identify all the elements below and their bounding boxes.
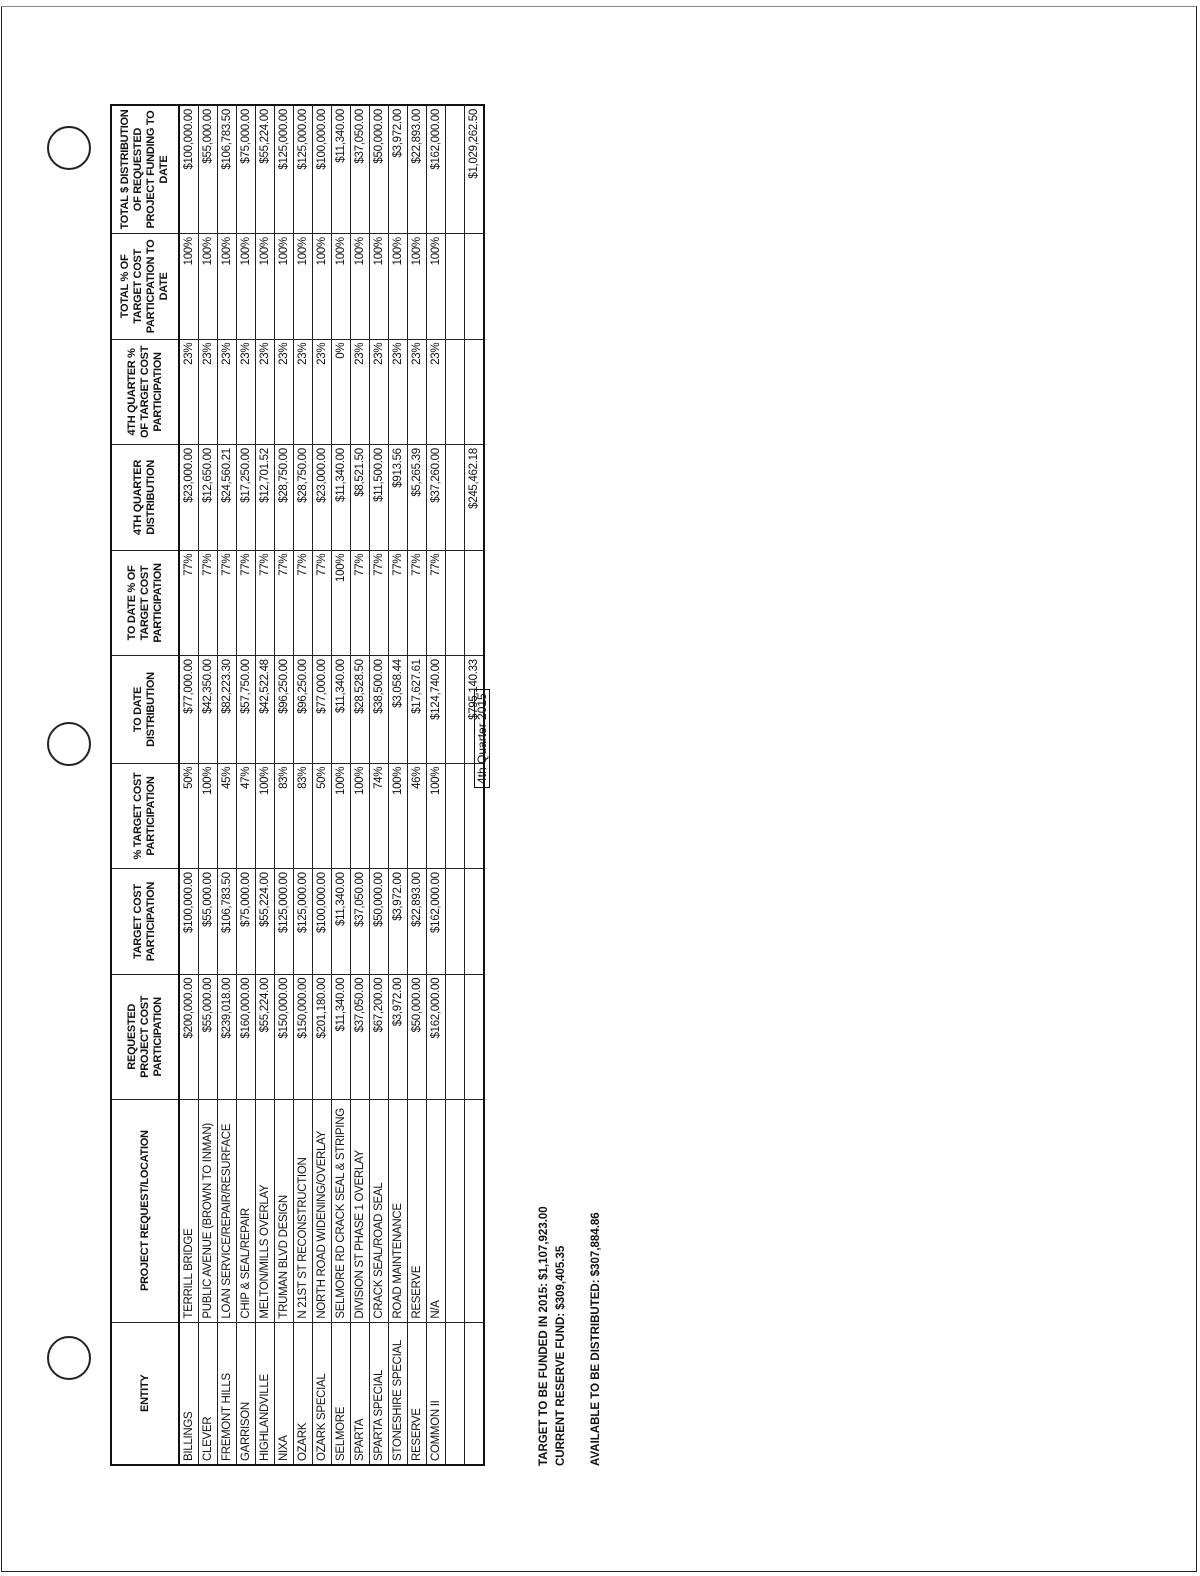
cell-entity: SELMORE bbox=[332, 1322, 351, 1465]
cell-pct-target: 100% bbox=[256, 763, 275, 869]
table-row bbox=[427, 105, 446, 1465]
cell-project: PUBLIC AVENUE (BROWN TO INMAN) bbox=[199, 1099, 218, 1322]
cell-total-dist: $55,224.00 bbox=[256, 105, 275, 234]
cell-pct-target: 50% bbox=[179, 763, 199, 869]
cell-to-date-pct: 77% bbox=[179, 550, 199, 656]
cell-target: $75,000.00 bbox=[237, 869, 256, 975]
cell-project: CHIP & SEAL/REPAIR bbox=[237, 1099, 256, 1322]
cell-project: MELTON/MILLS OVERLAY bbox=[256, 1099, 275, 1322]
cell-total-dist: $50,000.00 bbox=[370, 105, 389, 234]
cell-entity: CLEVER bbox=[199, 1322, 218, 1465]
header-to-date-pct: TO DATE % OF TARGET COST PARTICIPATION bbox=[111, 550, 179, 656]
cell-entity: SPARTA SPECIAL bbox=[370, 1322, 389, 1465]
cell-to-date: $38,500.00 bbox=[370, 656, 389, 764]
cell-entity: NIXA bbox=[275, 1322, 294, 1465]
header-q4-pct: 4TH QUARTER % OF TARGET COST PARTICIPATION bbox=[111, 339, 179, 445]
cell-to-date: $124,740.00 bbox=[427, 656, 446, 764]
cell-total-dist: $22,893.00 bbox=[408, 105, 427, 234]
cell-project: SELMORE RD CRACK SEAL & STRIPING bbox=[332, 1099, 351, 1322]
cell-q4: $11,340.00 bbox=[332, 445, 351, 551]
cell-to-date: $28,528.50 bbox=[351, 656, 370, 764]
cell-pct-target: 50% bbox=[313, 763, 332, 869]
cell-q4: $8,521.50 bbox=[351, 445, 370, 551]
cell-pct-target: 46% bbox=[408, 763, 427, 869]
cell-q4: $913.56 bbox=[389, 445, 408, 551]
cell-pct-target: 83% bbox=[294, 763, 313, 869]
cell-project: NORTH ROAD WIDENING/OVERLAY bbox=[313, 1099, 332, 1322]
header-total-pct: TOTAL % OF TARGET COST PARTICPATION TO DATE bbox=[111, 234, 179, 340]
cell-pct-target: 100% bbox=[389, 763, 408, 869]
table-row bbox=[294, 105, 313, 1465]
cell-pct-target: 45% bbox=[218, 763, 237, 869]
cell-q4: $23,000.00 bbox=[179, 445, 199, 551]
cell-to-date-pct: 77% bbox=[389, 550, 408, 656]
total-to-date: $795,140.33 bbox=[465, 656, 485, 764]
cell-project: CRACK SEAL/ROAD SEAL bbox=[370, 1099, 389, 1322]
cell-to-date-pct: 77% bbox=[237, 550, 256, 656]
cell-total-dist: $100,000.00 bbox=[313, 105, 332, 234]
cell-total-dist: $75,000.00 bbox=[237, 105, 256, 234]
distribution-table bbox=[110, 104, 485, 1466]
cell-requested: $67,200.00 bbox=[370, 974, 389, 1099]
cell-target: $37,050.00 bbox=[351, 869, 370, 975]
binder-hole-bottom bbox=[47, 1336, 91, 1380]
cell-to-date-pct: 77% bbox=[256, 550, 275, 656]
target-funded-text: TARGET TO BE FUNDED IN 2015: $1,107,923.00 bbox=[538, 1206, 550, 1466]
cell-pct-target: 100% bbox=[427, 763, 446, 869]
header-target: TARGET COST PARTICIPATION bbox=[111, 869, 179, 975]
cell-q4-pct: 23% bbox=[199, 339, 218, 445]
cell-q4: $28,750.00 bbox=[275, 445, 294, 551]
cell-requested: $55,000.00 bbox=[199, 974, 218, 1099]
cell-to-date: $77,000.00 bbox=[313, 656, 332, 764]
cell-total-pct: 100% bbox=[275, 234, 294, 340]
table-row bbox=[179, 105, 199, 1465]
cell-project: LOAN SERVICE/REPAIR/RESURFACE bbox=[218, 1099, 237, 1322]
cell-project: N/A bbox=[427, 1099, 446, 1322]
header-row bbox=[111, 105, 179, 1465]
table-row bbox=[275, 105, 294, 1465]
cell-project: RESERVE bbox=[408, 1099, 427, 1322]
table-row bbox=[332, 105, 351, 1465]
table-body bbox=[179, 105, 484, 1465]
cell-total-pct: 100% bbox=[199, 234, 218, 340]
cell-entity: HIGHLANDVILLE bbox=[256, 1322, 275, 1465]
cell-to-date-pct: 77% bbox=[275, 550, 294, 656]
header-total-dist: TOTAL $ DISTRIBUTION OF REQUESTED PROJECT FUNDING TO DATE bbox=[111, 105, 179, 234]
reserve-fund-text: CURRENT RESERVE FUND: $309,405.35 bbox=[555, 1245, 567, 1466]
cell-target: $55,224.00 bbox=[256, 869, 275, 975]
cell-q4-pct: 23% bbox=[275, 339, 294, 445]
cell-q4: $28,750.00 bbox=[294, 445, 313, 551]
cell-to-date: $42,522.48 bbox=[256, 656, 275, 764]
cell-total-pct: 100% bbox=[351, 234, 370, 340]
cell-to-date: $42,350.00 bbox=[199, 656, 218, 764]
table-row bbox=[408, 105, 427, 1465]
cell-target: $11,340.00 bbox=[332, 869, 351, 975]
cell-entity: SPARTA bbox=[351, 1322, 370, 1465]
cell-q4-pct: 23% bbox=[370, 339, 389, 445]
cell-q4: $24,560.21 bbox=[218, 445, 237, 551]
table-row bbox=[370, 105, 389, 1465]
cell-target: $50,000.00 bbox=[370, 869, 389, 975]
cell-to-date-pct: 77% bbox=[370, 550, 389, 656]
cell-total-pct: 100% bbox=[256, 234, 275, 340]
header-entity: ENTITY bbox=[111, 1322, 179, 1465]
cell-total-pct: 100% bbox=[313, 234, 332, 340]
cell-requested: $150,000.00 bbox=[275, 974, 294, 1099]
available-text: AVAILABLE TO BE DISTRIBUTED: $307,884.86 bbox=[590, 1212, 602, 1466]
cell-entity: COMMON II bbox=[427, 1322, 446, 1465]
cell-target: $125,000.00 bbox=[294, 869, 313, 975]
cell-q4: $11,500.00 bbox=[370, 445, 389, 551]
cell-requested: $37,050.00 bbox=[351, 974, 370, 1099]
cell-to-date: $96,250.00 bbox=[294, 656, 313, 764]
cell-requested: $150,000.00 bbox=[294, 974, 313, 1099]
cell-total-pct: 100% bbox=[332, 234, 351, 340]
cell-requested: $3,972.00 bbox=[389, 974, 408, 1099]
cell-to-date-pct: 77% bbox=[218, 550, 237, 656]
cell-to-date-pct: 77% bbox=[427, 550, 446, 656]
cell-requested: $162,000.00 bbox=[427, 974, 446, 1099]
cell-total-dist: $125,000.00 bbox=[275, 105, 294, 234]
cell-q4-pct: 23% bbox=[313, 339, 332, 445]
cell-q4: $12,701.52 bbox=[256, 445, 275, 551]
cell-project: TERRILL BRIDGE bbox=[179, 1099, 199, 1322]
cell-project: TRUMAN BLVD DESIGN bbox=[275, 1099, 294, 1322]
table-row bbox=[237, 105, 256, 1465]
cell-to-date: $3,058.44 bbox=[389, 656, 408, 764]
cell-target: $106,783.50 bbox=[218, 869, 237, 975]
cell-total-pct: 100% bbox=[427, 234, 446, 340]
quarter-label: 4th Quarter 2015 bbox=[474, 689, 490, 788]
cell-q4-pct: 0% bbox=[332, 339, 351, 445]
cell-q4: $37,260.00 bbox=[427, 445, 446, 551]
cell-to-date: $17,627.61 bbox=[408, 656, 427, 764]
cell-requested: $201,180.00 bbox=[313, 974, 332, 1099]
cell-total-pct: 100% bbox=[294, 234, 313, 340]
total-total-dist: $1,029,262.50 bbox=[465, 105, 485, 234]
cell-q4-pct: 23% bbox=[408, 339, 427, 445]
summary-block bbox=[536, 1206, 605, 1466]
cell-total-dist: $106,783.50 bbox=[218, 105, 237, 234]
cell-q4: $5,265.39 bbox=[408, 445, 427, 551]
cell-pct-target: 100% bbox=[332, 763, 351, 869]
cell-to-date: $82,223.30 bbox=[218, 656, 237, 764]
cell-requested: $50,000.00 bbox=[408, 974, 427, 1099]
blank-row bbox=[446, 105, 465, 1465]
cell-total-pct: 100% bbox=[389, 234, 408, 340]
cell-q4-pct: 23% bbox=[389, 339, 408, 445]
cell-to-date: $96,250.00 bbox=[275, 656, 294, 764]
cell-to-date-pct: 77% bbox=[351, 550, 370, 656]
table-row bbox=[218, 105, 237, 1465]
cell-to-date: $57,750.00 bbox=[237, 656, 256, 764]
cell-entity: STONESHIRE SPECIAL bbox=[389, 1322, 408, 1465]
cell-entity: BILLINGS bbox=[179, 1322, 199, 1465]
rotated-sheet bbox=[110, 0, 670, 1466]
binder-hole-top bbox=[47, 126, 91, 170]
cell-requested: $200,000.00 bbox=[179, 974, 199, 1099]
cell-entity: OZARK bbox=[294, 1322, 313, 1465]
cell-target: $3,972.00 bbox=[389, 869, 408, 975]
cell-project: DIVISION ST PHASE 1 OVERLAY bbox=[351, 1099, 370, 1322]
table-row bbox=[199, 105, 218, 1465]
cell-to-date: $11,340.00 bbox=[332, 656, 351, 764]
cell-entity: RESERVE bbox=[408, 1322, 427, 1465]
cell-q4-pct: 23% bbox=[237, 339, 256, 445]
table-row bbox=[351, 105, 370, 1465]
header-q4: 4TH QUARTER DISTRIBUTION bbox=[111, 445, 179, 551]
cell-to-date-pct: 100% bbox=[332, 550, 351, 656]
cell-project: ROAD MAINTENANCE bbox=[389, 1099, 408, 1322]
cell-total-pct: 100% bbox=[237, 234, 256, 340]
cell-project: N 21ST ST RECONSTRUCTION bbox=[294, 1099, 313, 1322]
table-row bbox=[256, 105, 275, 1465]
cell-target: $22,893.00 bbox=[408, 869, 427, 975]
cell-total-dist: $100,000.00 bbox=[179, 105, 199, 234]
cell-pct-target: 100% bbox=[351, 763, 370, 869]
total-q4: $245,462.18 bbox=[465, 445, 485, 551]
cell-entity: FREMONT HILLS bbox=[218, 1322, 237, 1465]
cell-total-dist: $162,000.00 bbox=[427, 105, 446, 234]
cell-requested: $55,224.00 bbox=[256, 974, 275, 1099]
header-pct-target: % TARGET COST PARTICIPATION bbox=[111, 763, 179, 869]
header-to-date: TO DATE DISTRIBUTION bbox=[111, 656, 179, 764]
cell-q4-pct: 23% bbox=[256, 339, 275, 445]
cell-total-pct: 100% bbox=[370, 234, 389, 340]
binder-hole-middle bbox=[47, 722, 91, 766]
cell-pct-target: 83% bbox=[275, 763, 294, 869]
cell-to-date: $77,000.00 bbox=[179, 656, 199, 764]
table-row bbox=[313, 105, 332, 1465]
header-project: PROJECT REQUEST/LOCATION bbox=[111, 1099, 179, 1322]
cell-q4-pct: 23% bbox=[218, 339, 237, 445]
cell-q4-pct: 23% bbox=[179, 339, 199, 445]
header-requested: REQUESTED PROJECT COST PARTICIPATION bbox=[111, 974, 179, 1099]
cell-total-dist: $37,050.00 bbox=[351, 105, 370, 234]
cell-q4: $23,000.00 bbox=[313, 445, 332, 551]
cell-total-dist: $125,000.00 bbox=[294, 105, 313, 234]
cell-target: $100,000.00 bbox=[313, 869, 332, 975]
cell-requested: $11,340.00 bbox=[332, 974, 351, 1099]
cell-requested: $239,018.00 bbox=[218, 974, 237, 1099]
cell-target: $162,000.00 bbox=[427, 869, 446, 975]
cell-q4: $17,250.00 bbox=[237, 445, 256, 551]
cell-requested: $160,000.00 bbox=[237, 974, 256, 1099]
table-row bbox=[389, 105, 408, 1465]
cell-q4-pct: 23% bbox=[427, 339, 446, 445]
cell-pct-target: 74% bbox=[370, 763, 389, 869]
cell-total-dist: $55,000.00 bbox=[199, 105, 218, 234]
cell-to-date-pct: 77% bbox=[199, 550, 218, 656]
cell-pct-target: 100% bbox=[199, 763, 218, 869]
cell-q4-pct: 23% bbox=[294, 339, 313, 445]
cell-q4: $12,650.00 bbox=[199, 445, 218, 551]
cell-total-dist: $11,340.00 bbox=[332, 105, 351, 234]
cell-target: $125,000.00 bbox=[275, 869, 294, 975]
cell-total-pct: 100% bbox=[218, 234, 237, 340]
cell-total-pct: 100% bbox=[179, 234, 199, 340]
cell-to-date-pct: 77% bbox=[294, 550, 313, 656]
cell-to-date-pct: 77% bbox=[313, 550, 332, 656]
cell-entity: OZARK SPECIAL bbox=[313, 1322, 332, 1465]
cell-total-pct: 100% bbox=[408, 234, 427, 340]
cell-target: $100,000.00 bbox=[179, 869, 199, 975]
cell-entity: GARRISON bbox=[237, 1322, 256, 1465]
cell-total-dist: $3,972.00 bbox=[389, 105, 408, 234]
cell-to-date-pct: 77% bbox=[408, 550, 427, 656]
cell-q4-pct: 23% bbox=[351, 339, 370, 445]
cell-target: $55,000.00 bbox=[199, 869, 218, 975]
cell-pct-target: 47% bbox=[237, 763, 256, 869]
